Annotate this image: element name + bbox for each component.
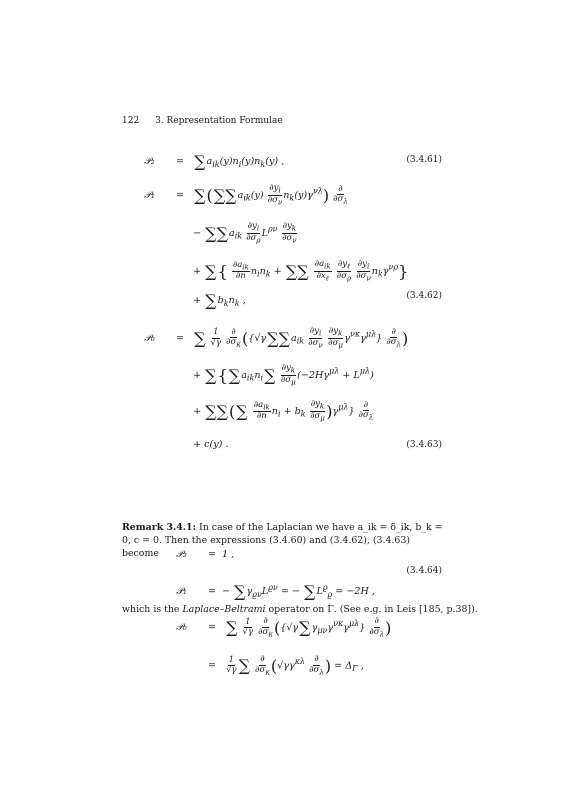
equation-lap-p2: 𝒫₂ = 1 , [176, 549, 235, 560]
equation-p2: 𝒫₂ = $\sum a_{ik}(y)n_i(y)n_k(y)$ , [144, 152, 285, 171]
equation-lap-p0: 𝒫₀ = ∑ $\frac{1}{√\gamma}$ $\frac{\partial}{\partial\sigma_\kappa}$ ($\{√\gamma\sum\gamma_{\mu\nu}\gamma^{\nu\kappa}\gamma^{\mu\lambda}\}$ $\frac{\partial}{\partial\sigma_\lambda}$ ) [176, 616, 392, 639]
remark-label: Remark 3.4.1: [122, 522, 197, 533]
remark-text: In case of the Laplacian we have a_ik = δ_ik, b_k = 0, c = 0. Then the expressions (3.4.60) and (3.4.62), (3.4.63) become [122, 522, 443, 559]
equation-lhs: 𝒫₀ [144, 332, 155, 344]
equation-p1-line4: + $\sum b_kn_k$ , [193, 291, 246, 310]
equation-p1-line2: − $\sum\sum a_{ik}$ $\frac{\partial y_i}{\partial\sigma_\rho}$ $L^{\rho\nu}$ $\frac{\partial y_k}{\partial\sigma_\nu}$ [193, 221, 297, 245]
closing-sentence: which is the Laplace–Beltrami operator on Γ. (See e.g. in Leis [185, p.38]). [122, 604, 478, 615]
equation-lap-p0-line2: = $\frac{1}{√\gamma}$ ∑ $\frac{\partial}{\partial\sigma_\kappa}$ ($√\gamma\gamma^{\kappa\lambda}$ $\frac{\partial}{\partial\sigma_\lambda}$ ) = $\Delta_\Gamma$ , [207, 654, 364, 677]
equation-p1: 𝒫₁ = $\sum(\sum\sum a_{ik}(y)$ $\frac{\partial y_i}{\partial\sigma_\nu}$ $n_k(y)\gamma^{\nu\lambda}$) $\frac{\partial}{\partial\sigma_\lambda}$ [144, 183, 348, 207]
equation-p0-line2: + $\sum\{\sum a_{ik}n_i\sum$ $\frac{\partial y_k}{\partial\sigma_\mu}$ $(-2H\gamma^{\mu\lambda} + L^{\mu\lambda})$ [193, 363, 374, 387]
equation-p0: 𝒫₀ = ∑ $\frac{1}{√\gamma}$ $\frac{\partial}{\partial\sigma_\kappa}$ ({$√\gamma\sum\sum a_{ik}$ $\frac{\partial y_i}{\partial\sigma_\nu}$ $\frac{\partial y_k}{\partial\sigma_\mu}$ $\gamma^{\nu\kappa}\gamma^{\mu\lambda}$} $\frac{\partial}{\partial\sigma_\lambda}$ ) [144, 326, 409, 350]
equation-p1-line3: + ∑{ $\frac{\partial a_{ik}}{\partial n}$ $n_in_k$ + ∑∑ $\frac{\partial a_{ik}}{\partial x_\ell}$ $\frac{\partial y_\ell}{\partial\sigma_\rho}$ $\frac{\partial y_i}{\partial\sigma_\nu}$ $n_k\gamma^{\nu\rho}$} [193, 259, 409, 283]
equation-p0-line4: + c(y) . [193, 439, 229, 450]
equation-lap-p1: 𝒫₁ = − $\sum\gamma_{ϱ\nu}L^{ϱ\nu}$ = − $\sum L^ϱ_ϱ = -2H$ , [176, 582, 375, 602]
equation-p0-line3: + ∑∑(∑ $\frac{\partial a_{ik}}{\partial n}$ $n_i + b_k$ $\frac{\partial y_k}{\partial\sigma_\mu}$ )$\gamma^{\mu\lambda}$} $\frac{\partial}{\partial\sigma_\lambda}$ [193, 399, 374, 423]
page-number: 122 [122, 116, 140, 126]
equation-lhs: 𝒫₂ [144, 156, 155, 167]
equation-lhs: 𝒫₁ [144, 189, 155, 201]
equation-number: (3.4.64) [406, 566, 442, 576]
equation-number: (3.4.61) [406, 155, 442, 165]
section-title: 3. Representation Formulae [155, 116, 283, 126]
equation-number: (3.4.62) [406, 291, 442, 301]
equation-number: (3.4.63) [406, 440, 442, 450]
